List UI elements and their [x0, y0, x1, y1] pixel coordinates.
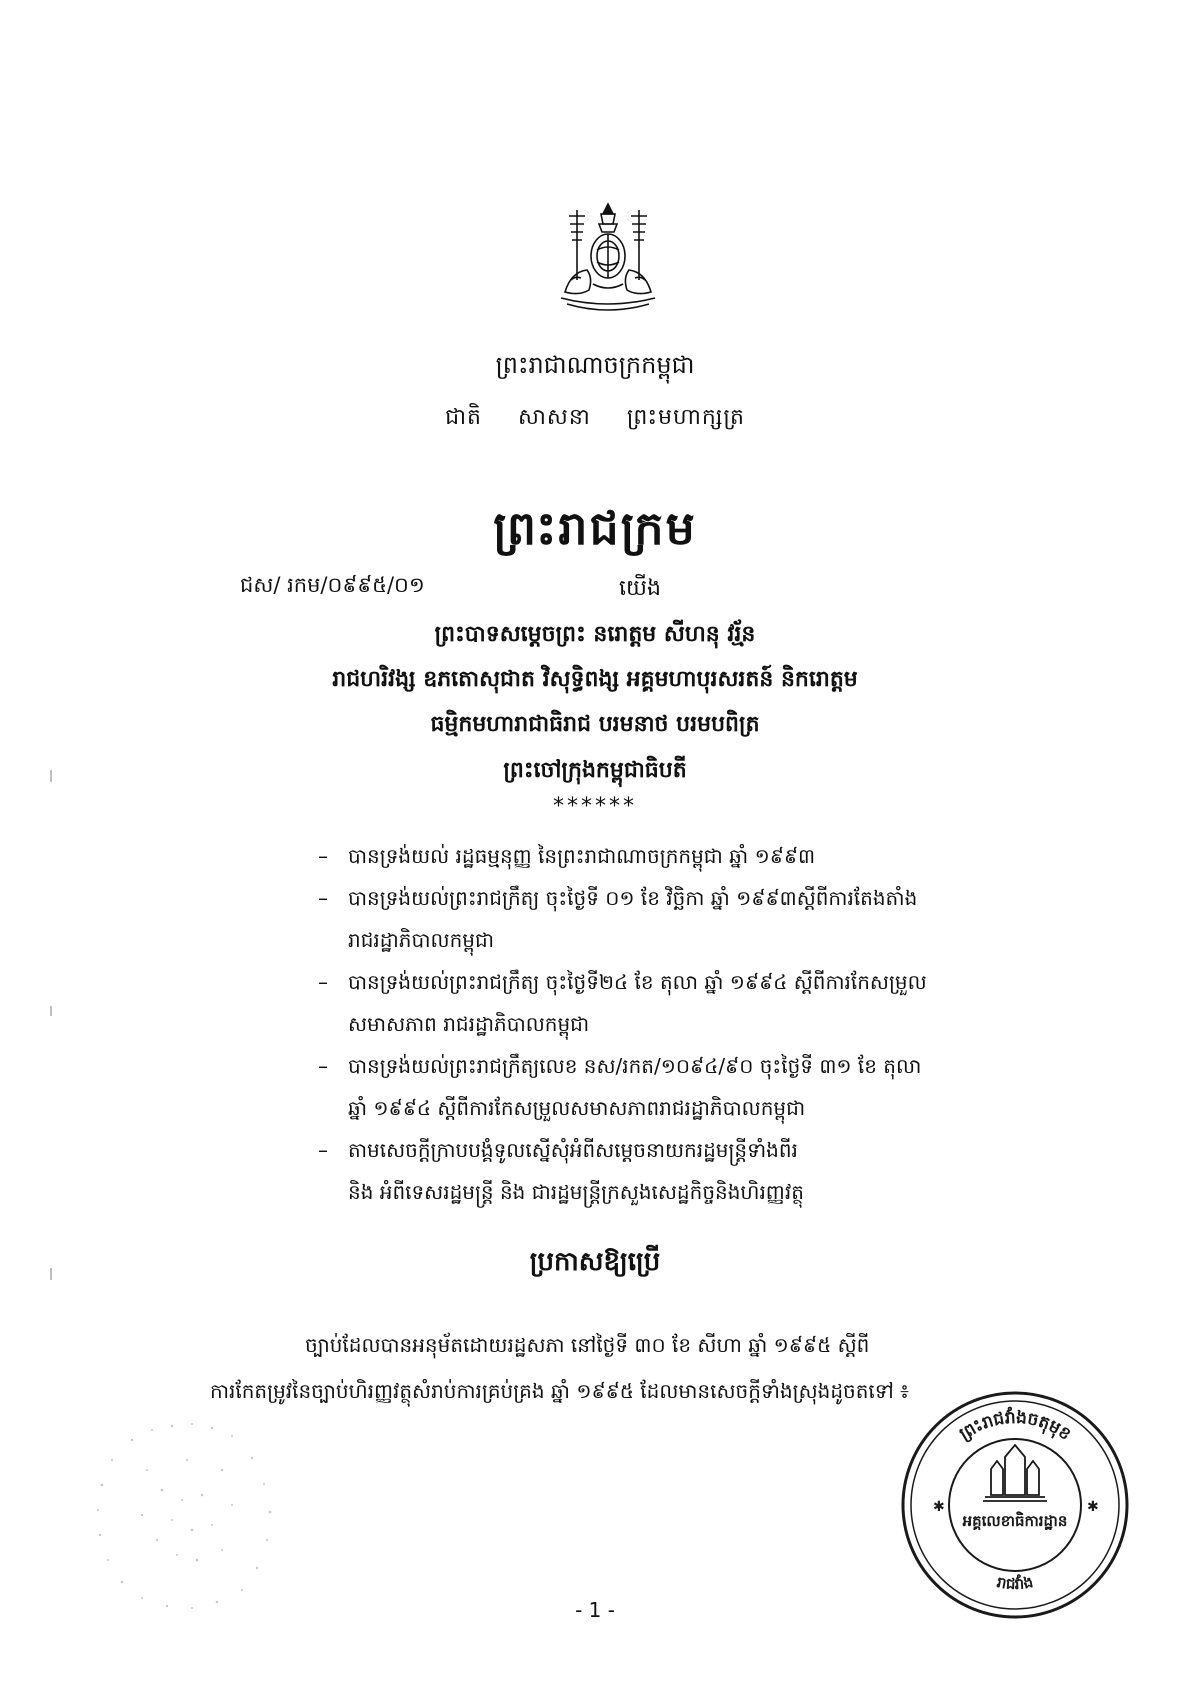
- consideration-line: តាមសេចក្ដីក្រាបបង្គំទូលស្នើសុំអំពីសម្ដេចនាយករដ្ឋមន្ត្រីទាំងពីរ: [348, 1138, 798, 1162]
- considerations-list: [318, 835, 978, 1213]
- preamble-we: យើង: [619, 576, 661, 601]
- list-dash: –: [318, 1138, 328, 1162]
- promulgation-heading: ប្រកាសឱ្យប្រើ: [529, 1247, 661, 1277]
- list-dash: –: [318, 844, 328, 868]
- consideration-item: [318, 1045, 978, 1129]
- seal-bottom-text: រាជវាំង: [995, 1573, 1035, 1594]
- document-title: ព្រះរាជក្រម: [493, 501, 697, 555]
- consideration-line: បានទ្រង់យល់ព្រះរាជក្រឹត្យ ចុះថ្ងៃទី២៤ ខែ តុលា ឆ្នាំ ១៩៩៤ ស្ដីពីការកែសម្រួល: [348, 970, 927, 994]
- separator-stars: ******: [553, 794, 637, 819]
- scan-margin-mark: [50, 1268, 52, 1280]
- page-number: - 1 -: [575, 1598, 615, 1622]
- consideration-line: បានទ្រង់យល់ព្រះរាជក្រឹត្យ ចុះថ្ងៃទី ០១ ខែ វិច្ឆិកា ឆ្នាំ ១៩៩៣ស្ដីពីការតែងតាំង: [348, 886, 918, 910]
- body-line-1-text: ច្បាប់ដែលបានអនុម័តដោយរដ្ឋសភា នៅថ្ងៃទី ៣០ ខែ សីហា ឆ្នាំ ១៩៩៥ ស្ដីពី: [305, 1333, 870, 1357]
- king-titles-line-1: រាជហរិវង្ស ឧភតោសុជាត វិសុទ្ធិពង្ស អគ្គមហាបុរសរតន៍ និករោត្ដម: [332, 667, 858, 692]
- list-dash: –: [318, 970, 328, 994]
- consideration-item: [318, 877, 978, 961]
- body-line-1: [210, 1322, 980, 1368]
- seal-top-text: ព្រះរាជវាំងចតុមុខ: [956, 1407, 1075, 1445]
- king-titles-line-3: ព្រះចៅក្រុងកម្ពុជាធិបតី: [503, 758, 687, 783]
- consideration-line: បានទ្រង់យល់ រដ្ឋធម្មនុញ្ញ នៃព្រះរាជាណាចក្រកម្ពុជា ឆ្នាំ ១៩៩៣: [348, 844, 816, 868]
- consideration-line: បានទ្រង់យល់ព្រះរាជក្រឹត្យលេខ នស/រកត/១០៩៤/៩០ ចុះថ្ងៃទី ៣១ ខែ តុលា: [348, 1054, 922, 1078]
- promulgation-body: [210, 1322, 980, 1414]
- body-line-2: ការកែតម្រូវនៃច្បាប់ហិរញ្ញវត្ថុសំរាប់ការគ្រប់គ្រង ឆ្នាំ ១៩៩៥ ដែលមានសេចក្ដីទាំងស្រុងដូចតទៅ ៖: [210, 1379, 909, 1403]
- consideration-line: រាជរដ្ឋាភិបាលកម្ពុជា: [348, 928, 494, 952]
- king-titles-line-2: ធម្មិកមហារាជាធិរាជ បរមនាថ បរមបពិត្រ: [430, 712, 760, 737]
- royal-coat-of-arms-icon: [553, 200, 663, 318]
- scan-margin-mark: [50, 770, 52, 782]
- scan-margin-mark: [50, 1006, 52, 1016]
- seal-center-text: អគ្គលេខាធិការដ្ឋាន: [962, 1512, 1068, 1530]
- consideration-line: និង អំពីទេសរដ្ឋមន្ត្រី និង ជារដ្ឋមន្ត្រីក្រសួងសេដ្ឋកិច្ចនិងហិរញ្ញវត្ថុ: [348, 1180, 804, 1204]
- king-name: ព្រះបាទសម្ដេចព្រះ នរោត្ដម សីហនុ វរ្ម័ន: [434, 622, 756, 647]
- consideration-item: [318, 961, 978, 1045]
- motto-nation: ជាតិ: [445, 405, 482, 430]
- official-seal-icon: [895, 1385, 1135, 1625]
- kingdom-name: ព្រះរាជាណាចក្រកម្ពុជា: [495, 351, 695, 379]
- consideration-line: សមាសភាព រាជរដ្ឋាភិបាលកម្ពុជា: [348, 1012, 590, 1036]
- consideration-line: ឆ្នាំ ១៩៩៤ ស្ដីពីការកែសម្រួលសមាសភាពរាជរដ្ឋាភិបាលកម្ពុជា: [348, 1096, 806, 1120]
- list-dash: –: [318, 1054, 328, 1078]
- svg-text:✱: ✱: [1087, 1499, 1099, 1515]
- consideration-item: [318, 835, 978, 877]
- motto-religion: សាសនា: [517, 405, 591, 430]
- list-dash: –: [318, 886, 328, 910]
- motto-king: ព្រះមហាក្សត្រ: [626, 405, 745, 430]
- svg-text:✱: ✱: [933, 1499, 945, 1515]
- consideration-item: [318, 1129, 978, 1213]
- national-motto: [0, 403, 1190, 435]
- faded-stamp-icon: [72, 1400, 302, 1630]
- reference-number: ជស/ រកម/០៩៩៥/០១: [240, 573, 425, 597]
